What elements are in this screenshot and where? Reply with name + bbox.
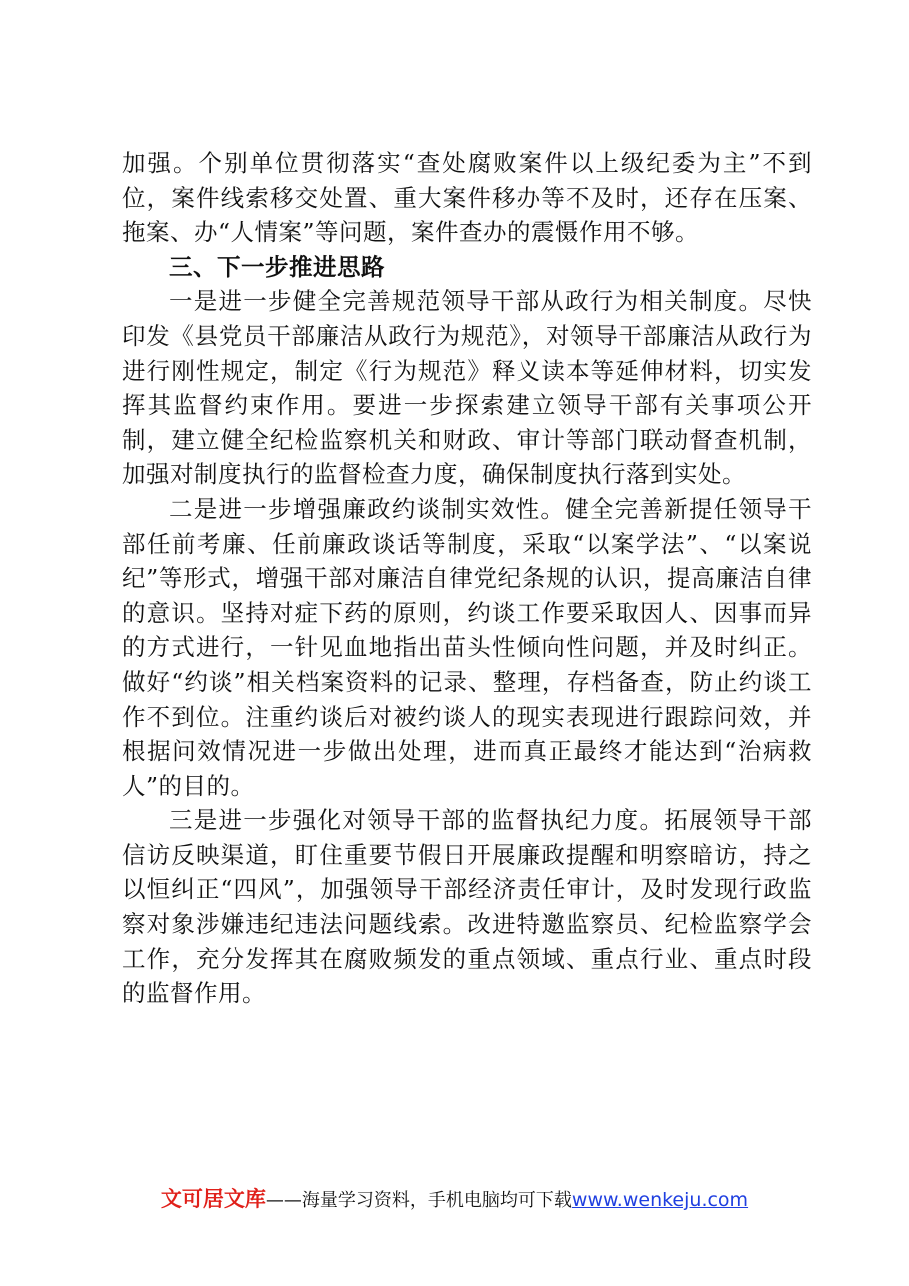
footer-site-link[interactable]: www.wenkeju.com	[571, 1189, 749, 1211]
footer-banner	[0, 1183, 909, 1213]
paragraph-item-2: 二是进一步增强廉政约谈制实效性。健全完善新提任领导干部任前考廉、任前廉政谈话等制度，采取“以案学法”、“以案说纪”等形式，增强干部对廉洁自律党纪条规的认识，提高廉洁自律的意识。坚持对症下药的原则，约谈工作要采取因人、因事而异的方式进行，一针见血地指出苗头性倾向性问题，并及时纠正。做好“约谈”相关档案资料的记录、整理，存档备查，防止约谈工作不到位。注重约谈后对被约谈人的现实表现进行跟踪问效，并根据问效情况进一步做出处理，进而真正最终才能达到“治病救人”的目的。	[122, 494, 812, 800]
footer-brand: 文可居文库	[160, 1187, 266, 1211]
paragraph-item-1: 一是进一步健全完善规范领导干部从政行为相关制度。尽快印发《县党员干部廉洁从政行为规范》，对领导干部廉洁从政行为进行刚性规定，制定《行为规范》释义读本等延伸材料，切实发挥其监督约束作用。要进一步探索建立领导干部有关事项公开制，建立健全纪检监察机关和财政、审计等部门联动督查机制，加强对制度执行的监督检查力度，确保制度执行落到实处。	[122, 287, 812, 489]
section-heading: 三、下一步推进思路	[169, 252, 385, 281]
document-body	[122, 146, 812, 1011]
paragraph-item-3: 三是进一步强化对领导干部的监督执纪力度。拓展领导干部信访反映渠道，盯住重要节假日开展廉政提醒和明察暗访，持之以恒纠正“四风”，加强领导干部经济责任审计，及时发现行政监察对象涉嫌违纪违法问题线索。改进特邀监察员、纪检监察学会工作，充分发挥其在腐败频发的重点领域、重点行业、重点时段的监督作用。	[122, 806, 812, 1008]
footer-slogan: ——海量学习资料，手机电脑均可下载	[265, 1190, 572, 1211]
paragraph-continuation: 加强。个别单位贯彻落实“查处腐败案件以上级纪委为主”不到位，案件线索移交处置、重大案件移办等不及时，还存在压案、拖案、办“人情案”等问题，案件查办的震慑作用不够。	[122, 149, 812, 247]
